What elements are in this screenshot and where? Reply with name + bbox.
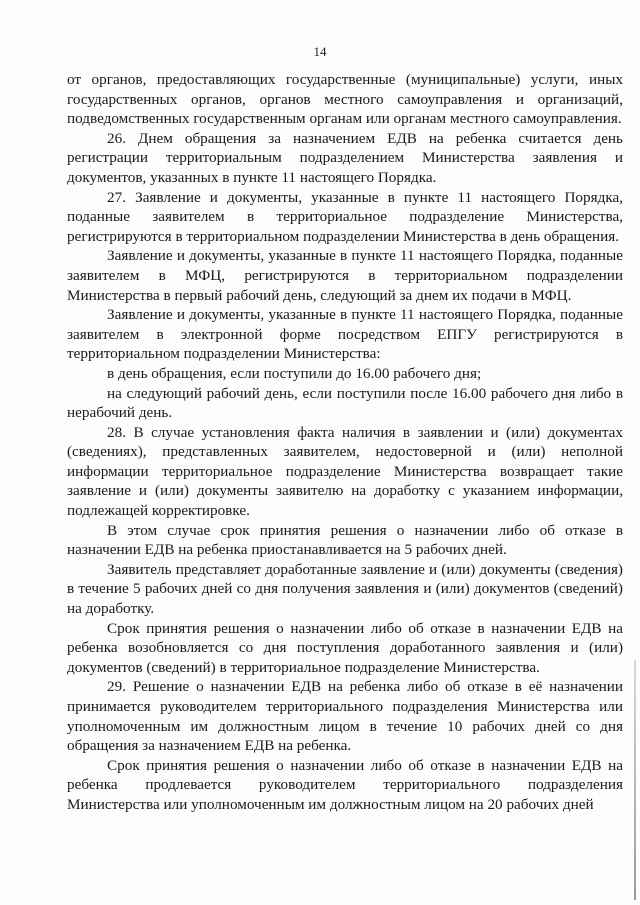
scan-edge-mark [634,660,636,900]
paragraph-26: 26. Днем обращения за назначением ЕДВ на ребенка считается день регистрации территориальным подразделением Министерства заявления и документов, указанных в пункте 11 настоящего Порядка. [67,129,623,186]
paragraph-28-resubmission: Заявитель представляет доработанные заявление и (или) документы (сведения) в течение 5 рабочих дней со дня получения заявления и (или) документов (сведений) на доработку. [67,560,623,618]
paragraph-27-after-16: на следующий рабочий день, если поступили после 16.00 рабочего дня либо в нерабочий день. [67,384,623,422]
paragraph-28: 28. В случае установления факта наличия в заявлении и (или) документах (сведениях), представленных заявителем, недостоверной и (или) неполной информации территориальное подразделение Министерства возвращает такие заявление и (или) документы заявителю на доработку с указанием информации, подлежащей корректировке. [67,423,623,520]
paragraph-29-extension: Срок принятия решения о назначении либо об отказе в назначении ЕДВ на ребенка продлевается руководителем территориального подразделения Министерства или уполномоченным им должностным лицом на 20 рабочих дней [67,756,623,813]
document-body [67,70,623,815]
paragraph-27-epgu: Заявление и документы, указанные в пункте 11 настоящего Порядка, поданные заявителем в электронной форме посредством ЕПГУ регистрируются в территориальном подразделении Министерства: [67,306,623,363]
page-number: 14 [313,44,327,59]
paragraph-28-suspension: В этом случае срок принятия решения о назначении либо об отказе в назначении ЕДВ на ребенка приостанавливается на 5 рабочих дней. [67,521,623,559]
paragraph-29: 29. Решение о назначении ЕДВ на ребенка либо об отказе в её назначении принимается руководителем территориального подразделения Министерства или уполномоченным им должностным лицом в течение 10 рабочих дней со дня обращения за назначением ЕДВ на ребенка. [67,678,623,755]
paragraph-27-before-16: в день обращения, если поступили до 16.00 рабочего дня; [107,364,482,382]
paragraph-27: 27. Заявление и документы, указанные в пункте 11 настоящего Порядка, поданные заявителем в территориальное подразделение Министерства, регистрируются в территориальном подразделении Министерства в день обращения. [67,188,623,245]
paragraph-continuation: от органов, предоставляющих государственные (муниципальные) услуги, иных государственных органов, органов местного самоуправления и организаций, подведомственных государственным органам или органам местного самоуправления. [67,71,623,128]
paragraph-28-resumption: Срок принятия решения о назначении либо об отказе в назначении ЕДВ на ребенка возобновляется со дня поступления доработанного заявления и (или) документов (сведений) в территориальное подразделение Министерства. [67,619,623,676]
paragraph-27-mfc: Заявление и документы, указанные в пункте 11 настоящего Порядка, поданные заявителем в МФЦ, регистрируются в территориальном подразделении Министерства в первый рабочий день, следующий за днем их подачи в МФЦ. [67,247,623,304]
